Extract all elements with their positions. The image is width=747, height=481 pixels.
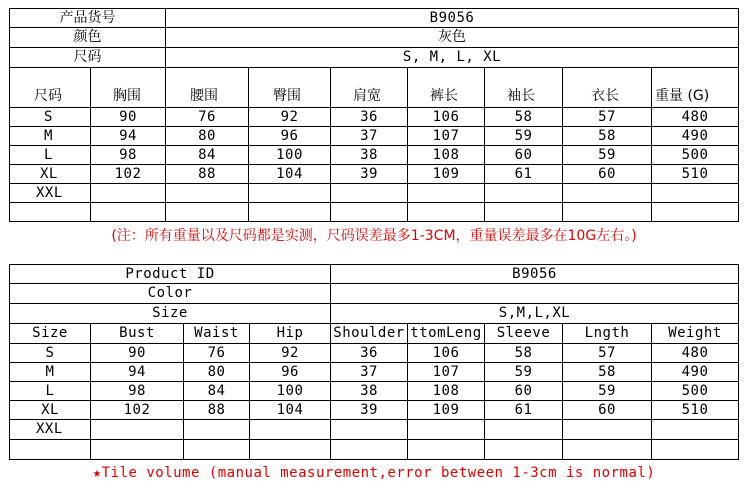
size-label: 尺码 xyxy=(9,48,165,68)
header-length: Lngth xyxy=(562,324,651,344)
header-row xyxy=(9,324,739,344)
size-value: S,M,L,XL xyxy=(330,304,739,324)
header-length: 衣长 xyxy=(562,68,651,108)
color-value xyxy=(330,284,739,304)
header-weight: Weight xyxy=(651,324,739,344)
header-sleeve: Sleeve xyxy=(484,324,562,344)
header-bust: 胸围 xyxy=(90,68,165,108)
product-id-row xyxy=(9,8,739,28)
size-row xyxy=(9,48,739,68)
header-pants-length: 裤长 xyxy=(407,68,484,108)
size-label: Size xyxy=(9,304,330,324)
table-row: M 94 80 96 37 107 59 58 490 xyxy=(9,363,739,382)
header-waist: Waist xyxy=(183,324,249,344)
table-row: XXL xyxy=(9,184,739,203)
table-row: S 90 76 92 36 106 58 57 480 xyxy=(9,344,739,363)
header-weight: 重量 (G) xyxy=(651,68,739,108)
table-row: M 94 80 96 37 107 59 58 490 xyxy=(9,127,739,146)
header-bust: Bust xyxy=(90,324,183,344)
color-label: 颜色 xyxy=(9,28,165,48)
product-id-row xyxy=(9,264,739,284)
color-row xyxy=(9,284,739,304)
product-id-label: Product ID xyxy=(9,264,330,284)
table-row: XL 102 88 104 39 109 61 60 510 xyxy=(9,401,739,420)
measurement-note-chinese: (注：所有重量以及尺码都是实测，尺码误差最多1-3CM，重量误差最多在10G左右。) xyxy=(111,228,637,244)
table-row: S 90 76 92 36 106 58 57 480 xyxy=(9,108,739,127)
table-row: L 98 84 100 38 108 60 59 500 xyxy=(9,382,739,401)
measurement-note-english xyxy=(9,465,739,481)
header-hip: Hip xyxy=(249,324,330,344)
product-id-value: B9056 xyxy=(165,8,739,28)
table-row: XL 102 88 104 39 109 61 60 510 xyxy=(9,165,739,184)
measurement-note-text: Tile volume (manual measurement,error between 1-3cm is normal) xyxy=(101,465,656,481)
header-bottom-length: ttomLeng xyxy=(407,324,484,344)
product-id-label: 产品货号 xyxy=(9,8,165,28)
header-hip: 臀围 xyxy=(248,68,330,108)
header-size: 尺码 xyxy=(9,68,90,108)
header-size: Size xyxy=(9,324,90,344)
header-row xyxy=(9,68,739,108)
blank-row xyxy=(9,203,739,222)
product-id-value: B9056 xyxy=(330,264,739,284)
header-shoulder: 肩宽 xyxy=(330,68,407,108)
header-sleeve: 袖长 xyxy=(484,68,562,108)
star-icon: ★ xyxy=(92,465,102,481)
header-waist: 腰围 xyxy=(165,68,248,108)
color-row xyxy=(9,28,739,48)
size-row xyxy=(9,304,739,324)
color-value: 灰色 xyxy=(165,28,739,48)
blank-row xyxy=(9,440,739,460)
color-label: Color xyxy=(9,284,330,304)
table-row: L 98 84 100 38 108 60 59 500 xyxy=(9,146,739,165)
table-row: XXL xyxy=(9,420,739,440)
size-value: S, M, L, XL xyxy=(165,48,739,68)
header-shoulder: Shoulder xyxy=(330,324,407,344)
